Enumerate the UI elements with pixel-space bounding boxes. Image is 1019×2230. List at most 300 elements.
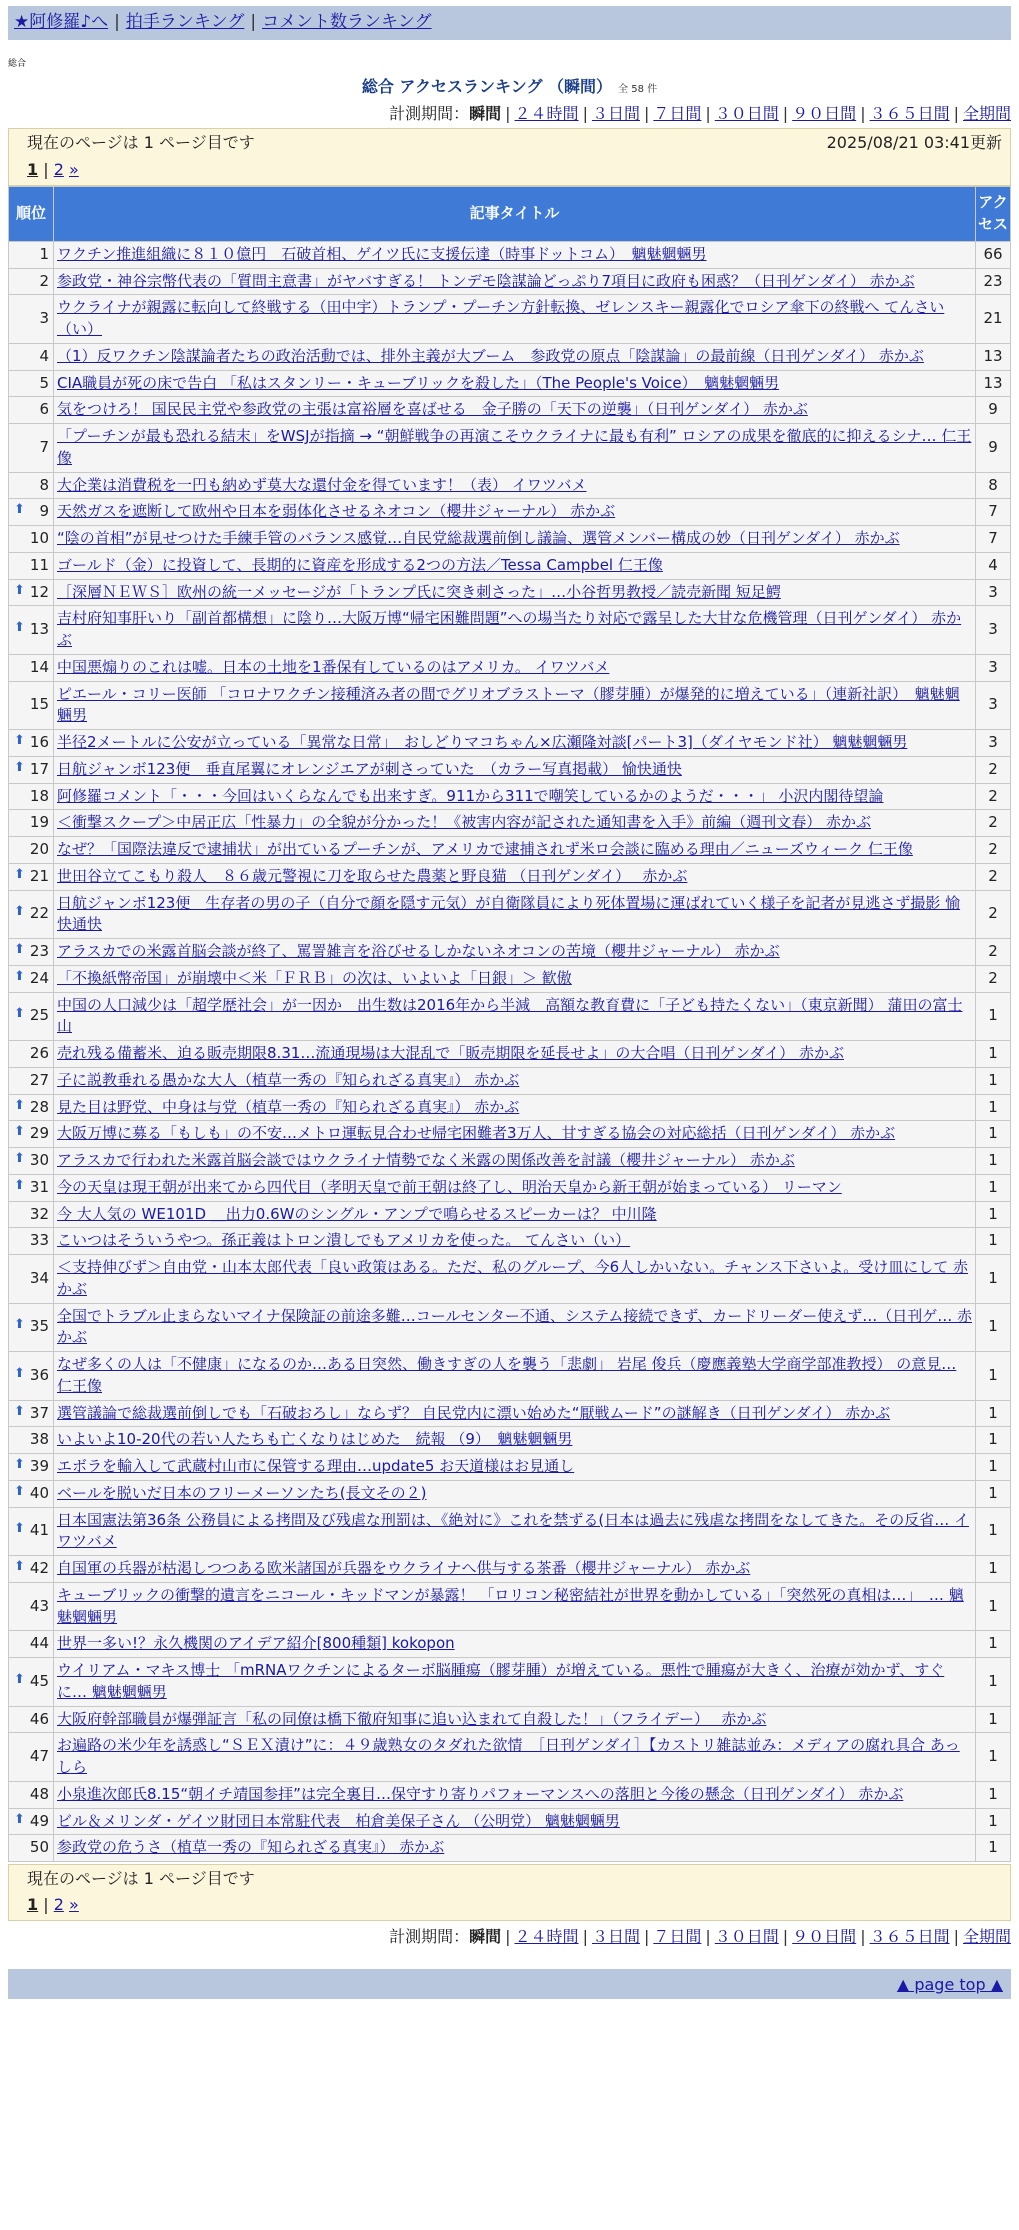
ranking-table: [8, 186, 1011, 1862]
rank-number: 47: [29, 1747, 49, 1766]
rank-cell: [9, 1782, 53, 1808]
table-row: [9, 966, 1010, 992]
period-label: 計測期間：: [389, 104, 470, 124]
rank-cell: [9, 682, 53, 730]
rank-number: 43: [29, 1596, 49, 1615]
article-link[interactable]: 大阪万博に募る「もしも」の不安…メトロ運転見合わせ帰宅困難者3万人、甘すぎる協会の対応総括（日刊ゲンダイ） 赤かぶ: [57, 1124, 896, 1143]
rank-number: 8: [39, 475, 49, 494]
access-count: 1: [976, 1508, 1010, 1556]
rank-number: 22: [29, 904, 49, 923]
rank-cell: [9, 939, 53, 965]
table-row: [9, 344, 1010, 370]
rank-cell: [9, 1121, 53, 1147]
rank-cell: [9, 864, 53, 890]
title-cell: [54, 810, 975, 836]
article-link[interactable]: 自国軍の兵器が枯渇しつつある欧米諸国が兵器をウクライナへ供与する茶番（櫻井ジャーナル） 赤かぶ: [57, 1559, 751, 1578]
access-count: 1: [976, 1733, 1010, 1781]
title-cell: [54, 682, 975, 730]
article-link[interactable]: ゴールド（金）に投資して、長期的に資産を形成する2つの方法／Tessa Campbel 仁王像: [57, 555, 663, 574]
title-cell: [54, 295, 975, 343]
access-count: 3: [976, 606, 1010, 654]
article-link[interactable]: 売れ残る備蓄米、迫る販売期限8.31…流通現場は大混乱で「販売期限を延長せよ」の大合唱（日刊ゲンダイ） 赤かぶ: [57, 1044, 844, 1063]
rank-number: 11: [29, 555, 49, 574]
rank-cell: [9, 526, 53, 552]
period-selector: [0, 102, 1011, 125]
article-link[interactable]: なぜ？「国際法違反で逮捕状」が出ているプーチンが、アメリカで逮捕されず米ロ会談に臨める理由／ニューズウィーク 仁王像: [57, 840, 913, 859]
table-row: [9, 1782, 1010, 1808]
article-link[interactable]: アラスカでの米露首脳会談が終了、罵詈雑言を浴びせるしかないネオコンの苦境（櫻井ジャーナル） 赤かぶ: [57, 942, 780, 961]
table-row: [9, 295, 1010, 343]
rank-cell: [9, 1068, 53, 1094]
rank-cell: [9, 1707, 53, 1733]
rank-cell: [9, 1095, 53, 1121]
period-link[interactable]: ７日間: [653, 1927, 702, 1947]
article-link[interactable]: 見た目は野党、中身は与党（植草一秀の『知られざる真実』） 赤かぶ: [57, 1097, 520, 1116]
access-count: 1: [976, 1228, 1010, 1254]
rank-number: 14: [29, 657, 49, 676]
article-link[interactable]: 「不換紙幣帝国」が崩壊中＜米「ＦＲＢ」の次は、いよいよ「日銀」＞ 歓傲: [57, 968, 572, 987]
access-count: 21: [976, 295, 1010, 343]
access-count: 1: [976, 1255, 1010, 1303]
table-row: [9, 1454, 1010, 1480]
access-count: 1: [976, 993, 1010, 1041]
page-title: [0, 75, 1019, 98]
table-row: [9, 1401, 1010, 1427]
article-link[interactable]: 全国でトラブル止まらないマイナ保険証の前途多難…コールセンター不通、システム接続できず、カードリーダー使えず…（日刊ゲ… 赤かぶ: [57, 1306, 972, 1347]
rank-number: 21: [29, 866, 49, 885]
next-page-link[interactable]: »: [68, 159, 79, 179]
article-link[interactable]: 小泉進次郎氏8.15“朝イチ靖国参拝”は完全裏目…保守すり寄りパフォーマンスへの落胆と今後の懸念（日刊ゲンダイ） 赤かぶ: [57, 1784, 904, 1803]
access-count: 1: [976, 1631, 1010, 1657]
up-arrow-icon: ⬆: [14, 1559, 25, 1575]
title-cell: [54, 1556, 975, 1582]
access-count: 1: [976, 1454, 1010, 1480]
table-row: [9, 837, 1010, 863]
period-link[interactable]: ７日間: [653, 104, 702, 124]
access-count: 7: [976, 499, 1010, 525]
table-row: [9, 939, 1010, 965]
access-count: 1: [976, 1658, 1010, 1706]
rank-number: 46: [29, 1709, 49, 1728]
page-top-link[interactable]: ▲ page top ▲: [896, 1974, 1003, 1994]
period-separator: |: [860, 104, 866, 124]
access-count: 9: [976, 424, 1010, 472]
article-link[interactable]: 日航ジャンボ123便 生存者の男の子（自分で顔を隠す元気）が自衛隊員により死体置場に運ばれていく様子を記者が見逃さず撮影 愉快通快: [57, 893, 961, 934]
title-cell: [54, 784, 975, 810]
access-count: 1: [976, 1121, 1010, 1147]
table-row: [9, 1508, 1010, 1556]
article-link[interactable]: ワクチン推進組織に８１０億円 石破首相、ゲイツ氏に支援伝達（時事ドットコム） 魑魅魍魎男: [57, 244, 707, 263]
up-arrow-icon: ⬆: [14, 1365, 25, 1381]
up-arrow-icon: ⬆: [14, 502, 25, 518]
article-link[interactable]: 日本国憲法第36条 公務員による拷問及び残虐な刑罰は、《絶対に》これを禁ずる(日本は過去に残虐な拷問をなしてきた。その反省… イワツバメ: [57, 1510, 969, 1551]
clap-ranking-link[interactable]: 拍手ランキング: [125, 12, 245, 32]
rank-number: 50: [29, 1838, 49, 1857]
rank-number: 4: [39, 346, 49, 365]
title-cell: [54, 344, 975, 370]
title-cell: [54, 242, 975, 268]
table-row: [9, 1304, 1010, 1352]
ranking-body: [9, 242, 1010, 1861]
article-link[interactable]: 大阪府幹部職員が爆弾証言「私の同僚は橋下徹府知事に追い込まれて自殺した！」（フライデー） 赤かぶ: [57, 1709, 767, 1728]
title-cell: [54, 655, 975, 681]
title-cell: [54, 1733, 975, 1781]
period-link[interactable]: ３日間: [591, 104, 640, 124]
page-2-link-bottom[interactable]: 2: [53, 1895, 64, 1915]
up-arrow-icon: ⬆: [14, 904, 25, 920]
rank-number: 30: [29, 1151, 49, 1170]
title-cell: [54, 580, 975, 606]
rank-number: 49: [29, 1811, 49, 1830]
title-cell: [54, 864, 975, 890]
rank-number: 33: [29, 1231, 49, 1250]
title-cell: [54, 966, 975, 992]
rank-cell: [9, 1352, 53, 1400]
article-link[interactable]: ビル＆メリンダ・ゲイツ財団日本常駐代表 柏倉美保子さん （公明党） 魑魅魍魎男: [57, 1811, 620, 1830]
next-page-link-bottom[interactable]: »: [68, 1895, 79, 1915]
article-link[interactable]: 阿修羅コメント「・・・今回はいくらなんでも出来すぎ。911から311で嘲笑しているかのようだ・・・」 小沢内閣待望論: [57, 786, 884, 805]
rank-number: 44: [29, 1634, 49, 1653]
rank-number: 37: [29, 1403, 49, 1422]
page-2-link[interactable]: 2: [53, 159, 64, 179]
access-count: 2: [976, 864, 1010, 890]
period-separator: |: [953, 104, 959, 124]
rank-number: 6: [39, 400, 49, 419]
up-arrow-icon: ⬆: [14, 968, 25, 984]
table-row: [9, 1835, 1010, 1861]
table-row: [9, 397, 1010, 423]
rank-number: 13: [29, 620, 49, 639]
item-count: 全 58 件: [618, 84, 658, 96]
table-row: [9, 1148, 1010, 1174]
page-current-bottom: 1: [27, 1895, 39, 1915]
rank-number: 34: [29, 1268, 49, 1287]
access-count: 8: [976, 473, 1010, 499]
rank-header: 順位: [9, 187, 53, 241]
up-arrow-icon: ⬆: [14, 1006, 25, 1022]
rank-cell: [9, 1228, 53, 1254]
table-row: [9, 1809, 1010, 1835]
period-separator: |: [505, 104, 511, 124]
rank-number: 25: [29, 1006, 49, 1025]
article-link[interactable]: アラスカで行われた米露首脳会談ではウクライナ情勢でなく米露の関係改善を討議（櫻井ジャーナル） 赤かぶ: [57, 1151, 795, 1170]
rank-cell: [9, 1809, 53, 1835]
period-link[interactable]: ３６５日間: [869, 104, 950, 124]
access-count: 2: [976, 966, 1010, 992]
up-arrow-icon: ⬆: [14, 1097, 25, 1113]
rank-number: 32: [29, 1204, 49, 1223]
rank-cell: [9, 757, 53, 783]
rank-cell: [9, 499, 53, 525]
article-link[interactable]: ベールを脱いだ日本のフリーメーソンたち(長文その２): [57, 1483, 427, 1502]
article-link[interactable]: 中国悪煽りのこれは嘘。日本の土地を1番保有しているのはアメリカ。 イワツバメ: [57, 657, 610, 676]
access-count: 66: [976, 242, 1010, 268]
rank-cell: [9, 891, 53, 939]
article-link[interactable]: “陰の首相”が見せつけた手練手管のバランス感覚…自民党総裁選前倒し議論、選管メンバー構成の妙（日刊ゲンダイ） 赤かぶ: [57, 529, 900, 548]
rank-number: 35: [29, 1317, 49, 1336]
access-count: 1: [976, 1352, 1010, 1400]
title-cell: [54, 473, 975, 499]
rank-cell: [9, 424, 53, 472]
article-link[interactable]: 天然ガスを遮断して欧州や日本を弱体化させるネオコン（櫻井ジャーナル） 赤かぶ: [57, 502, 616, 521]
period-separator: |: [953, 1927, 959, 1947]
table-row: [9, 864, 1010, 890]
rank-cell: [9, 1556, 53, 1582]
period-separator: |: [705, 104, 711, 124]
access-count: 3: [976, 730, 1010, 756]
access-count: 7: [976, 526, 1010, 552]
article-link[interactable]: ウクライナが親露に転向して終戦する（田中宇）トランプ・プーチン方針転換、ゼレンスキー親露化でロシア傘下の終戦へ てんさい（い）: [57, 298, 945, 339]
top-nav-bar: [8, 6, 1011, 40]
period-link[interactable]: ３６５日間: [869, 1927, 950, 1947]
rank-cell: [9, 1733, 53, 1781]
period-link[interactable]: ９０日間: [792, 104, 857, 124]
title-cell: [54, 424, 975, 472]
article-link[interactable]: （1）反ワクチン陰謀論者たちの政治活動では、排外主義が大ブーム 参政党の原点「陰謀論」の最前線（日刊ゲンダイ） 赤かぶ: [57, 346, 924, 365]
article-link[interactable]: ＜支持伸びず＞自由党・山本太郎代表「良い政策はある。ただ、私のグループ、今6人しかいない。チャンス下さいよ。受け皿にして 赤かぶ: [57, 1258, 969, 1298]
rank-cell: [9, 784, 53, 810]
rank-number: 2: [39, 271, 49, 290]
up-arrow-icon: ⬆: [14, 1317, 25, 1333]
article-link[interactable]: 選管議論で総裁選前倒しでも「石破おろし」ならず？ 自民党内に漂い始めた“厭戦ムード”の謎解き（日刊ゲンダイ） 赤かぶ: [57, 1403, 891, 1422]
home-link[interactable]: ★阿修羅♪へ: [14, 12, 109, 32]
article-link[interactable]: ＜衝撃スクープ＞中居正広「性暴力」の全貌が分かった！《被害内容が記された通知書を入手》前編（週刊文春） 赤かぶ: [57, 813, 872, 832]
up-arrow-icon: ⬆: [14, 1124, 25, 1140]
article-link[interactable]: CIA職員が死の床で告白 「私はスタンリー・キューブリックを殺した」（The People's Voice） 魑魅魍魎男: [57, 373, 780, 392]
period-separator: |: [582, 104, 588, 124]
rank-cell: [9, 606, 53, 654]
article-link[interactable]: お遍路の米少年を誘惑し“ＳＥＸ漬け”に：４９歳熟女のタダれた欲情 ［日刊ゲンダイ］【カストリ雑誌並み：メディアの腐れ具合 あっしら: [57, 1736, 960, 1777]
article-link[interactable]: 半径2メートルに公安が立っている「異常な日常」 おしどりマコちゃん×広瀬隆対談[パート3]（ダイヤモンド社） 魑魅魍魎男: [57, 733, 908, 752]
title-cell: [54, 1148, 975, 1174]
table-row: [9, 1658, 1010, 1706]
period-link[interactable]: ２４時間: [514, 104, 579, 124]
title-cell: [54, 397, 975, 423]
pager-top: [8, 128, 1011, 185]
title-cell: [54, 371, 975, 397]
access-count: 2: [976, 757, 1010, 783]
period-separator: |: [643, 104, 650, 124]
title-cell: [54, 1454, 975, 1480]
access-count: 3: [976, 580, 1010, 606]
table-row: [9, 242, 1010, 268]
period-separator: |: [782, 1927, 789, 1947]
article-link[interactable]: ウイリアム・マキス博士 「mRNAワクチンによるターボ脳腫瘍（膠芽腫）が増えている。悪性で腫瘍が大きく、治療が効かず、すぐに… 魑魅魍魎男: [57, 1661, 945, 1701]
title-cell: [54, 757, 975, 783]
title-cell: [54, 1481, 975, 1507]
rank-number: 48: [29, 1784, 49, 1803]
pager-bottom: [8, 1864, 1011, 1921]
article-link[interactable]: 参政党の危うさ（植草一秀の『知られざる真実』） 赤かぶ: [57, 1838, 445, 1857]
table-row: [9, 1556, 1010, 1582]
access-count: 2: [976, 837, 1010, 863]
rank-cell: [9, 1175, 53, 1201]
title-cell: [54, 553, 975, 579]
page-status: 現在のページは 1 ページ目です: [27, 133, 255, 153]
rank-cell: [9, 837, 53, 863]
up-arrow-icon: ⬆: [14, 582, 25, 598]
table-row: [9, 526, 1010, 552]
article-link[interactable]: 「プーチンが最も恐れる結末」をWSJが指摘 → “朝鮮戦争の再演こそウクライナに最も有利” ロシアの成果を徹底的に抑えるシナ… 仁王像: [57, 427, 972, 467]
rank-cell: [9, 371, 53, 397]
article-link[interactable]: なぜ多くの人は「不健康」になるのか…ある日突然、働きすぎの人を襲う「悲劇」 岩尾 俊兵（慶應義塾大学商学部准教授） の意見… 仁王像: [57, 1355, 957, 1395]
access-count: 2: [976, 939, 1010, 965]
rank-cell: [9, 242, 53, 268]
access-count: 23: [976, 269, 1010, 295]
article-link[interactable]: ピエール・コリー医師 「コロナワクチン接種済み者の間でグリオブラストーマ（膠芽腫）が爆発的に増えている」（連新社訳） 魑魅魍魎男: [57, 684, 960, 725]
article-link[interactable]: 大企業は消費税を一円も納めず莫大な還付金を得ています！（表） イワツバメ: [57, 475, 587, 494]
article-link[interactable]: こいつはそういうやつ。孫正義はトロン潰しでもアメリカを使った。 てんさい（い）: [57, 1231, 631, 1250]
article-link[interactable]: いよいよ10-20代の若い人たちも亡くなりはじめた 続報 （9） 魑魅魍魎男: [57, 1430, 573, 1449]
up-arrow-icon: ⬆: [14, 1403, 25, 1419]
rank-cell: [9, 1255, 53, 1303]
rank-cell: [9, 1454, 53, 1480]
period-separator: |: [505, 1927, 511, 1947]
rank-number: 5: [39, 373, 49, 392]
title-cell: [54, 837, 975, 863]
table-row: [9, 1631, 1010, 1657]
table-row: [9, 473, 1010, 499]
table-row: [9, 891, 1010, 939]
period-link[interactable]: ９０日間: [792, 1927, 857, 1947]
title-cell: [54, 1352, 975, 1400]
table-row: [9, 553, 1010, 579]
table-row: [9, 682, 1010, 730]
table-row: [9, 655, 1010, 681]
rank-cell: [9, 1481, 53, 1507]
up-arrow-icon: ⬆: [14, 1483, 25, 1499]
period-link[interactable]: ３０日間: [714, 104, 779, 124]
period-current: 瞬間: [469, 104, 502, 124]
title-cell: [54, 606, 975, 654]
rank-cell: [9, 1148, 53, 1174]
title-cell: [54, 1175, 975, 1201]
rank-number: 41: [29, 1521, 49, 1540]
page-status-bottom: 現在のページは 1 ページ目です: [27, 1869, 255, 1889]
access-count: 1: [976, 1782, 1010, 1808]
access-count: 1: [976, 1427, 1010, 1453]
up-arrow-icon: ⬆: [14, 733, 25, 749]
rank-cell: [9, 655, 53, 681]
period-link[interactable]: 全期間: [962, 104, 1011, 124]
table-row: [9, 1068, 1010, 1094]
up-arrow-icon: ⬆: [14, 866, 25, 882]
rank-number: 3: [39, 309, 49, 328]
comment-ranking-link[interactable]: コメント数ランキング: [262, 12, 432, 32]
rank-number: 23: [29, 942, 49, 961]
title-cell: [54, 1809, 975, 1835]
access-count: 13: [976, 344, 1010, 370]
table-row: [9, 1175, 1010, 1201]
article-link[interactable]: 世界一多い!？永久機関のアイデア紹介[800種類] kokopon: [57, 1634, 455, 1653]
rank-number: 18: [29, 786, 49, 805]
article-link[interactable]: ［深層ＮＥＷＳ］欧州の統一メッセージが「トランプ氏に突き刺さった」…小谷哲男教授／読売新聞 短足鰐: [57, 582, 781, 601]
article-link[interactable]: 世田谷立てこもり殺人 ８６歳元警視に刀を取らせた農薬と野良猫 （日刊ゲンダイ） 赤かぶ: [57, 866, 688, 885]
rank-number: 17: [29, 759, 49, 778]
article-link[interactable]: 子に説教垂れる愚かな大人（植草一秀の『知られざる真実』） 赤かぶ: [57, 1070, 520, 1089]
rank-number: 42: [29, 1559, 49, 1578]
period-current: 瞬間: [469, 1927, 502, 1947]
article-link[interactable]: エボラを輸入して武蔵村山市に保管する理由…update5 お天道様はお見通し: [57, 1457, 575, 1476]
rank-cell: [9, 295, 53, 343]
table-row: [9, 1202, 1010, 1228]
table-row: [9, 580, 1010, 606]
rank-cell: [9, 344, 53, 370]
access-count: 1: [976, 1583, 1010, 1631]
rank-number: 24: [29, 968, 49, 987]
period-link[interactable]: ３０日間: [714, 1927, 779, 1947]
access-count: 2: [976, 810, 1010, 836]
access-count: 1: [976, 1068, 1010, 1094]
table-row: [9, 1352, 1010, 1400]
rank-number: 38: [29, 1430, 49, 1449]
article-link[interactable]: 今 大人気の WE101D ＿出力0.6Wのシングル・アンプで鳴らせるスピーカーは？ 中川隆: [57, 1204, 657, 1223]
table-row: [9, 606, 1010, 654]
title-cell: [54, 1255, 975, 1303]
article-link[interactable]: 今の天皇は現王朝が出来てから四代目（孝明天皇で前王朝は終了し、明治天皇から新王朝が始まっている） リーマン: [57, 1177, 842, 1196]
up-arrow-icon: ⬆: [14, 620, 25, 636]
rank-cell: [9, 1041, 53, 1067]
access-count: 1: [976, 1148, 1010, 1174]
rank-number: 7: [39, 437, 49, 456]
table-row: [9, 757, 1010, 783]
rank-number: 15: [29, 695, 49, 714]
title-cell: [54, 891, 975, 939]
table-header-row: [9, 187, 1010, 241]
rank-cell: [9, 397, 53, 423]
title-cell: [54, 1658, 975, 1706]
period-link[interactable]: ２４時間: [514, 1927, 579, 1947]
article-link[interactable]: 気をつけろ！ 国民民主党や参政党の主張は富裕層を喜ばせる 金子勝の「天下の逆襲」（日刊ゲンダイ） 赤かぶ: [57, 400, 808, 419]
title-cell: [54, 1202, 975, 1228]
rank-number: 29: [29, 1124, 49, 1143]
article-link[interactable]: 日航ジャンボ123便 垂直尾翼にオレンジエアが刺さっていた （カラー写真掲載） 愉快通快: [57, 759, 682, 778]
access-count: 1: [976, 1041, 1010, 1067]
rank-cell: [9, 1658, 53, 1706]
table-row: [9, 499, 1010, 525]
article-link[interactable]: 参政党・神谷宗幣代表の「質問主意書」がヤバすぎる！ トンデモ陰謀論どっぷり7項目に政府も困惑？（日刊ゲンダイ） 赤かぶ: [57, 271, 915, 290]
title-cell: [54, 1121, 975, 1147]
title-cell: [54, 526, 975, 552]
table-row: [9, 784, 1010, 810]
period-link[interactable]: ３日間: [591, 1927, 640, 1947]
title-cell: [54, 1707, 975, 1733]
rank-number: 36: [29, 1365, 49, 1384]
access-count: 1: [976, 1175, 1010, 1201]
article-link[interactable]: キューブリックの衝撃的遺言をニコール・キッドマンが暴露！ 「ロリコン秘密結社が世界を動かしている」「突然死の真相は…」 … 魑魅魍魎男: [57, 1585, 964, 1626]
rank-cell: [9, 1508, 53, 1556]
bottom-bar: [8, 1969, 1011, 1999]
period-separator: |: [860, 1927, 866, 1947]
article-link[interactable]: 吉村府知事肝いり「副首都構想」に陰り…大阪万博“帰宅困難問題”への場当たり対応で露呈した大甘な危機管理（日刊ゲンダイ） 赤かぶ: [57, 609, 962, 650]
rank-number: 40: [29, 1483, 49, 1502]
title-cell: [54, 1401, 975, 1427]
access-count: 13: [976, 371, 1010, 397]
rank-number: 1: [39, 244, 49, 263]
up-arrow-icon: ⬆: [14, 1177, 25, 1193]
access-count: 1: [976, 1556, 1010, 1582]
period-link[interactable]: 全期間: [962, 1927, 1011, 1947]
period-selector-bottom: [0, 1925, 1011, 1948]
title-cell: [54, 1304, 975, 1352]
rank-number: 45: [29, 1671, 49, 1690]
up-arrow-icon: ⬆: [14, 942, 25, 958]
rank-cell: [9, 1835, 53, 1861]
table-row: [9, 269, 1010, 295]
access-count: 3: [976, 682, 1010, 730]
access-count: 1: [976, 1095, 1010, 1121]
article-link[interactable]: 中国の人口減少は「超学歴社会」が一因か 出生数は2016年から半減 高額な教育費に「子ども持たくない」（東京新聞） 蒲田の富士山: [57, 995, 963, 1036]
